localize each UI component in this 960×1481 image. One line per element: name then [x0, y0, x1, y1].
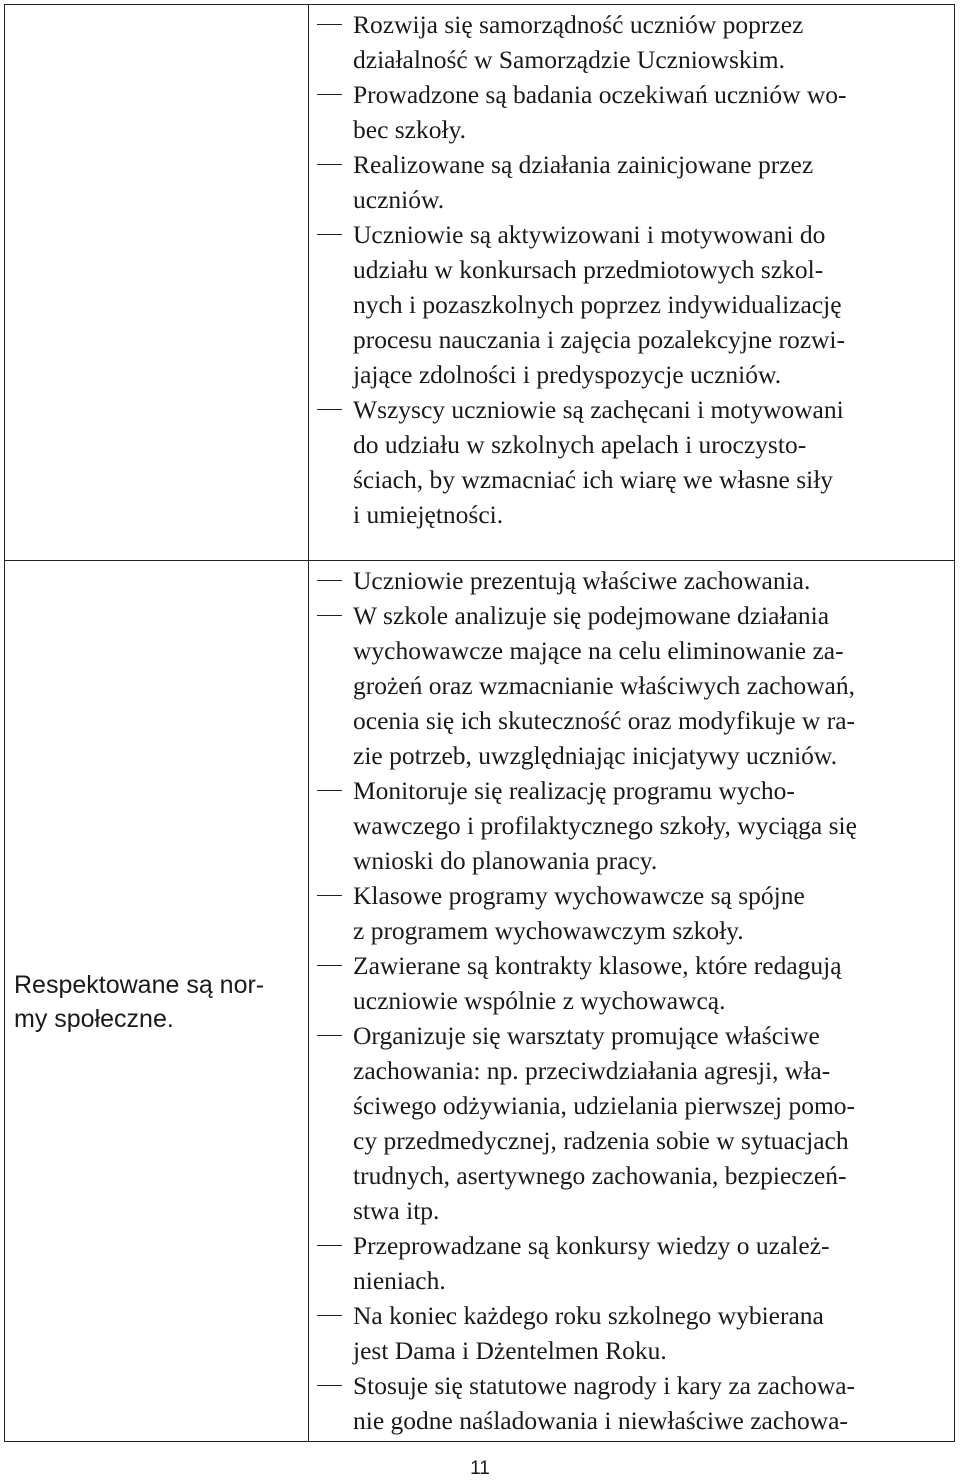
list-item-line: Uczniowie są aktywizowani i motywowani do: [353, 220, 826, 249]
dash-bullet-icon: [317, 94, 342, 95]
list-item: [312, 217, 952, 392]
list-item-line: wychowawcze mające na celu eliminowanie za-: [353, 636, 844, 665]
list-item-line: cy przedmedycznej, radzenia sobie w sytuacjach: [353, 1126, 849, 1155]
list-item-line: ocenia się ich skuteczność oraz modyfikuje w ra-: [353, 706, 856, 735]
list-item-line: trudnych, asertywnego zachowania, bezpieczeń-: [353, 1161, 847, 1190]
list-item-line: ściach, by wzmacniać ich wiarę we własne siły: [353, 465, 834, 494]
list-item: [312, 392, 952, 532]
dash-bullet-icon: [317, 790, 342, 791]
list-item: [312, 878, 952, 948]
list-item: [312, 1298, 952, 1368]
list-item: [312, 7, 952, 77]
list-item-line: procesu nauczania i zajęcia pozalekcyjne rozwi-: [353, 325, 846, 354]
list-item-line: Stosuje się statutowe nagrody i kary za zachowa-: [353, 1371, 856, 1400]
list-item-line: Uczniowie prezentują właściwe zachowania.: [353, 566, 811, 595]
list-item-line: uczniowie wspólnie z wychowawcą.: [353, 986, 726, 1015]
list-item: [312, 598, 952, 773]
dash-bullet-icon: [317, 1385, 342, 1386]
dash-bullet-icon: [317, 1035, 342, 1036]
list-item-line: Monitoruje się realizację programu wycho-: [353, 776, 795, 805]
list-item-line: udziału w konkursach przedmiotowych szkol-: [353, 255, 824, 284]
list-item: [312, 1228, 952, 1298]
list-item: [312, 77, 952, 147]
list-item-line: grożeń oraz wzmacnianie właściwych zachowań,: [353, 671, 855, 700]
dash-bullet-icon: [317, 234, 342, 235]
row-label-line: my społeczne.: [14, 1005, 174, 1033]
list-item-line: stwa itp.: [353, 1196, 440, 1225]
list-item-line: Organizuje się warsztaty promujące właściwe: [353, 1021, 820, 1050]
list-item-line: W szkole analizuje się podejmowane działania: [353, 601, 830, 630]
list-item-line: nych i pozaszkolnych poprzez indywidualizację: [353, 290, 842, 319]
list-item-line: Przeprowadzane są konkursy wiedzy o uzależ-: [353, 1231, 830, 1260]
list-item-line: Klasowe programy wychowawcze są spójne: [353, 881, 805, 910]
dash-bullet-icon: [317, 1245, 342, 1246]
bullet-list-self-government: [312, 7, 952, 532]
list-item-line: do udziału w szkolnych apelach i uroczysto-: [353, 430, 807, 459]
list-item-line: Prowadzone są badania oczekiwań uczniów wo-: [353, 80, 847, 109]
list-item-line: wnioski do planowania pracy.: [353, 846, 658, 875]
dash-bullet-icon: [317, 895, 342, 896]
list-item: [312, 948, 952, 1018]
dash-bullet-icon: [317, 24, 342, 25]
list-item-line: Realizowane są działania zainicjowane przez: [353, 150, 814, 179]
list-item: [312, 1368, 952, 1438]
list-item-line: zie potrzeb, uwzględniając inicjatywy uczniów.: [353, 741, 838, 770]
dash-bullet-icon: [317, 409, 342, 410]
dash-bullet-icon: [317, 965, 342, 966]
list-item-line: uczniów.: [353, 185, 445, 214]
list-item-line: Zawierane są kontrakty klasowe, które redagują: [353, 951, 842, 980]
list-item-line: zachowania: np. przeciwdziałania agresji, wła-: [353, 1056, 831, 1085]
list-item: [312, 773, 952, 878]
list-item-line: z programem wychowawczym szkoły.: [353, 916, 744, 945]
list-item: [312, 1018, 952, 1228]
row-divider: [5, 560, 954, 561]
bullet-list-social-norms: [312, 563, 952, 1438]
row-label-social-norms: [14, 968, 294, 1036]
row-label-line: Respektowane są nor-: [14, 971, 265, 999]
list-item-line: działalność w Samorządzie Uczniowskim.: [353, 45, 785, 74]
page-number: 11: [470, 1458, 490, 1479]
list-item: [312, 563, 952, 598]
list-item-line: wawczego i profilaktycznego szkoły, wyciąga się: [353, 811, 857, 840]
list-item-line: jest Dama i Dżentelmen Roku.: [353, 1336, 667, 1365]
list-item-line: jające zdolności i predyspozycje uczniów.: [353, 360, 782, 389]
list-item: [312, 147, 952, 217]
list-item-line: nieniach.: [353, 1266, 446, 1295]
list-item-line: i umiejętności.: [353, 500, 504, 529]
list-item-line: Rozwija się samorządność uczniów poprzez: [353, 10, 804, 39]
dash-bullet-icon: [317, 164, 342, 165]
dash-bullet-icon: [317, 1315, 342, 1316]
list-item-line: ściwego odżywiania, udzielania pierwszej pomo-: [353, 1091, 856, 1120]
list-item-line: Wszyscy uczniowie są zachęcani i motywowani: [353, 395, 844, 424]
list-item-line: nie godne naśladowania i niewłaściwe zachowa-: [353, 1406, 848, 1435]
dash-bullet-icon: [317, 615, 342, 616]
column-divider: [308, 5, 309, 1441]
list-item-line: Na koniec każdego roku szkolnego wybierana: [353, 1301, 824, 1330]
list-item-line: bec szkoły.: [353, 115, 467, 144]
dash-bullet-icon: [317, 580, 342, 581]
